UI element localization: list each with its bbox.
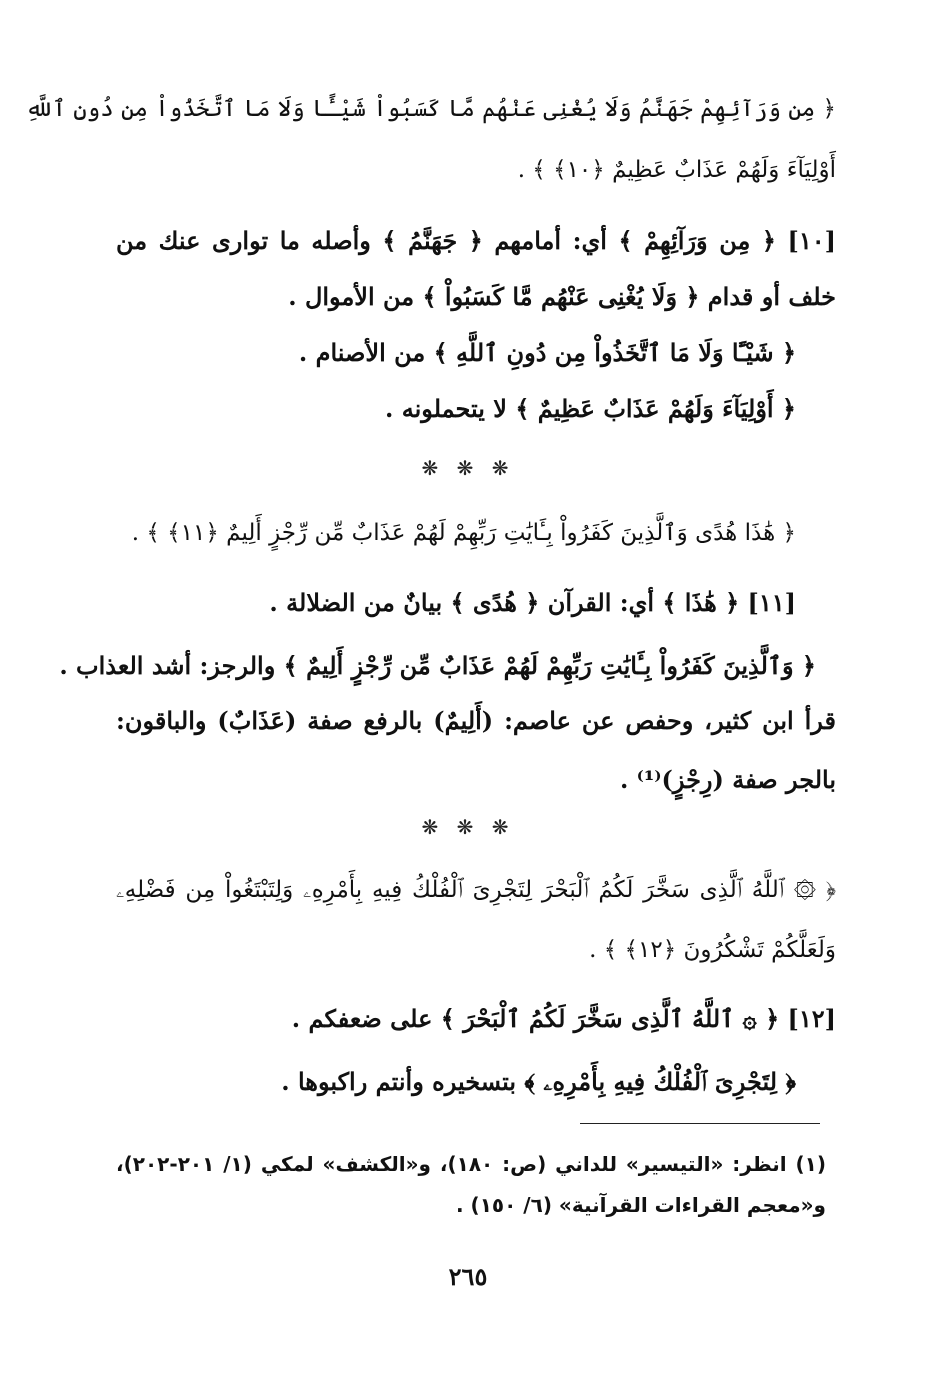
- footnote-rule: [580, 1123, 820, 1124]
- section-separator: ❋ ❋ ❋: [421, 815, 515, 839]
- commentary-11-line-4: بالجر صفة (رِجْزٍ)⁽¹⁾ .: [619, 765, 836, 794]
- commentary-12-line-2: ﴿ لِتَجْرِىَ ٱلْفُلْكُ فِيهِ بِأَمْرِهِۦ ﴾ بتسخيره وأنتم راكبوها .: [281, 1067, 796, 1096]
- commentary-11-line-1: [١١] ﴿ هَٰذَا ﴾ أي: القرآن ﴿ هُدًى ﴾ بيانٌ من الضلالة .: [269, 588, 796, 617]
- commentary-10-line-2: خلف أو قدام ﴿ وَلَا يُغْنِى عَنْهُم مَّا كَسَبُواْ ﴾ من الأموال .: [288, 282, 836, 311]
- verse-12-line-1: ﴿ ۞ ٱللَّهُ ٱلَّذِى سَخَّرَ لَكُمُ ٱلْبَحْرَ لِتَجْرِىَ ٱلْفُلْكُ فِيهِ بِأَمْرِهِۦ وَلِتَبْتَغُواْ مِن فَضْلِهِۦ: [116, 877, 836, 903]
- section-separator: ❋ ❋ ❋: [421, 456, 515, 480]
- page-number: ٢٦٥: [448, 1262, 488, 1291]
- commentary-10-line-1: [١٠] ﴿ مِن وَرَآئِهِمْ ﴾ أي: أمامهم ﴿ جَهَنَّمُ ﴾ وأصله ما توارى عنك من: [116, 226, 836, 255]
- verse-11-line-1: ﴿ هَٰذَا هُدًى وَٱلَّذِينَ كَفَرُواْ بِـَٔايَٰتِ رَبِّهِمْ لَهُمْ عَذَابٌ مِّن رِّجْزٍ أَلِيمٌ ﴿١١﴾ ﴾ .: [131, 520, 796, 546]
- verse-10-line-2: أَوْلِيَآءَ وَلَهُمْ عَذَابٌ عَظِيمٌ ﴿١٠﴾ ﴾ .: [517, 157, 836, 183]
- commentary-10-line-3: ﴿ شَيْـًٔا وَلَا مَا ٱتَّخَذُواْ مِن دُونِ ٱللَّهِ ﴾ من الأصنام .: [298, 338, 796, 367]
- verse-12-line-2: وَلَعَلَّكُمْ تَشْكُرُونَ ﴿١٢﴾ ﴾ .: [589, 937, 836, 963]
- commentary-11-line-3: قرأ ابن كثير، وحفص عن عاصم: (أَلِيمٌ) بالرفع صفة (عَذَابٌ) والباقون:: [116, 706, 836, 735]
- commentary-11-line-2: ﴿ وَٱلَّذِينَ كَفَرُواْ بِـَٔايَٰتِ رَبِّهِمْ لَهُمْ عَذَابٌ مِّن رِّجْزٍ أَلِيمٌ ﴾ والرجز: أشد العذاب .: [59, 651, 816, 680]
- verse-10-line-1: ﴿ مِن وَرَآئِهِمْ جَهَنَّمُ وَلَا يُغْنِى عَنْهُم مَّا كَسَبُواْ شَيْـًٔا وَلَا مَا ٱتَّخَذُواْ مِن دُونِ ٱللَّهِ: [25, 96, 836, 122]
- footnote-line-1: (١) انظر: «التيسير» للداني (ص: ١٨٠)، و«الكشف» لمكي (١/ ٢٠١-٢٠٢)،: [116, 1152, 826, 1176]
- footnote-line-2: و«معجم القراءات القرآنية» (٦/ ١٥٠) .: [456, 1193, 826, 1217]
- commentary-10-line-4: ﴿ أَوْلِيَآءَ وَلَهُمْ عَذَابٌ عَظِيمٌ ﴾ لا يتحملونه .: [385, 394, 796, 423]
- commentary-12-line-1: [١٢] ﴿ ۞ ٱللَّهُ ٱلَّذِى سَخَّرَ لَكُمُ ٱلْبَحْرَ ﴾ على ضعفكم .: [291, 1004, 836, 1033]
